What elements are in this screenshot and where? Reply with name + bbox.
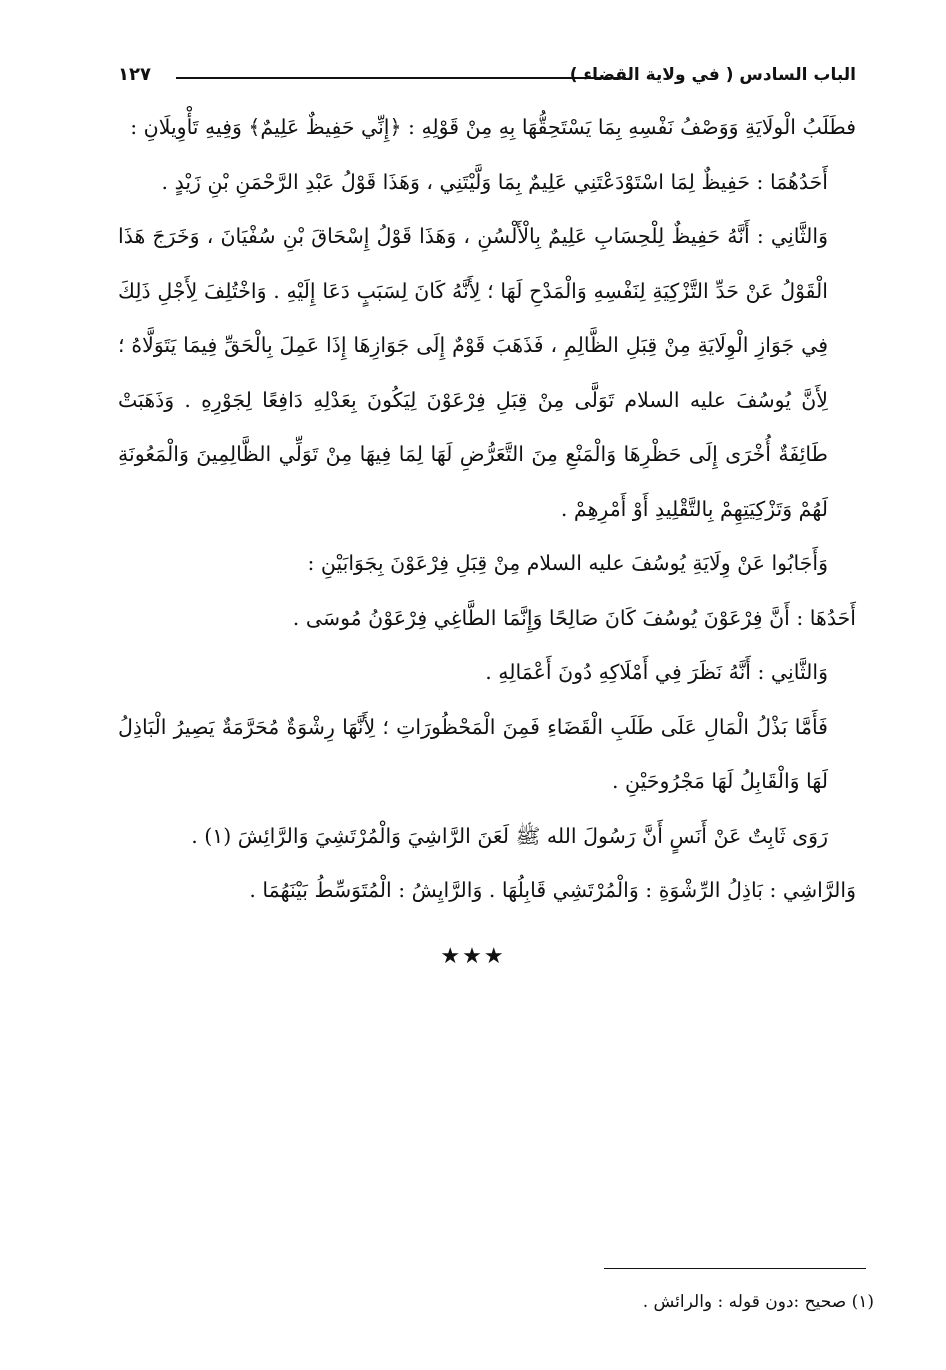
header-rule xyxy=(176,77,626,79)
running-header xyxy=(118,60,856,96)
paragraph: أَحَدُهُمَا : حَفِيظٌ لِمَا اسْتَوْدَعْتَنِي عَلِيمٌ بِمَا وَلَّيْتَنِي ، وَهَذَا قَوْلُ عَبْدِ الرَّحْمَنِ بْنِ زَيْدٍ . xyxy=(161,169,828,194)
paragraph: وَالثَّانِي : أَنَّهُ نَظَرَ فِي أَمْلَاكِهِ دُونَ أَعْمَالِهِ . xyxy=(485,660,828,684)
paragraph: وَالثَّانِي : أَنَّهُ حَفِيظٌ لِلْحِسَابِ عَلِيمٌ بِالْأَلْسُنِ ، وَهَذَا قَوْلُ إِسْحَاقَ بْنِ سُفْيَانَ ، وَخَرَجَ هَذَا الْقَوْلُ عَنْ حَدِّ التَّزْكِيَةِ لِنَفْسِهِ وَالْمَدْحِ لَهَا ؛ لِأَنَّهُ كَانَ لِسَبَبٍ دَعَا إِلَيْهِ . وَاخْتُلِفَ لِأَجْلِ ذَلِكَ فِي جَوَازِ الْوِلَايَةِ مِنْ قِبَلِ الظَّالِمِ ، فَذَهَبَ قَوْمٌ إِلَى جَوَازِهَا إِذَا عَمِلَ بِالْحَقِّ فِيمَا يَتَوَلَّاهُ ؛ لِأَنَّ يُوسُفَ عليه السلام تَوَلَّى مِنْ قِبَلِ فِرْعَوْنَ لِيَكُونَ بِعَدْلِهِ دَافِعًا لِجَوْرِهِ . وَذَهَبَتْ طَائِفَةٌ أُخْرَى إِلَى حَظْرِهَا وَالْمَنْعِ مِنَ التَّعَرُّضِ لَهَا لِمَا فِيهَا مِنْ تَوَلِّي الظَّالِمِينَ وَالْمَعُونَةِ لَهُمْ وَتَزْكِيَتِهِمْ بِالتَّقْلِيدِ أَوْ أَمْرِهِمْ . xyxy=(118,224,828,521)
footnote-rule xyxy=(604,1268,866,1269)
section-separator: ★★★ xyxy=(440,944,506,969)
paragraph: رَوَى ثَابِتٌ عَنْ أَنَسٍ أَنَّ رَسُولَ الله ﷺ لَعَنَ الرَّاشِيَ وَالْمُرْتَشِيَ وَالرَّائِشَ (١) . xyxy=(191,823,828,848)
paragraph: وَالرَّاشِي : بَاذِلُ الرِّشْوَةِ : وَالْمُرْتَشِي قَابِلُهَا . وَالرَّايِشُ : الْمُتَوَسِّطُ بَيْنَهُمَا . xyxy=(249,878,856,902)
paragraph: فَأَمَّا بَذْلُ الْمَالِ عَلَى طَلَبِ الْقَضَاءِ فَمِنَ الْمَحْظُورَاتِ ؛ لِأَنَّهَا رِشْوَةٌ مُحَرَّمَةٌ يَصِيرُ الْبَاذِلُ لَهَا وَالْقَابِلُ لَهَا مَجْرُوحَيْنِ . xyxy=(118,714,828,793)
footnote: (١) صحيح :دون قوله : والرائش . xyxy=(642,1292,874,1312)
paragraph: فطَلَبُ الْولَايَةِ وَوَصْفُ نَفْسِهِ بِمَا يَسْتَحِقُّهَا بِهِ مِنْ قَوْلِهِ : ﴿إِنِّي حَفِيظٌ عَلِيمٌ﴾ وَفِيهِ تَأْوِيلَانِ : xyxy=(130,115,856,139)
paragraph: وَأَجَابُوا عَنْ وِلَايَةِ يُوسُفَ عليه السلام مِنْ قِبَلِ فِرْعَوْنَ بِجَوَابَيْنِ : xyxy=(307,551,828,575)
paragraph: أَحَدُهَا : أَنَّ فِرْعَوْنَ يُوسُفَ كَانَ صَالِحًا وَإِنَّمَا الطَّاغِي فِرْعَوْنُ مُوسَى . xyxy=(292,605,856,630)
page-number: ١٢٧ xyxy=(118,64,151,85)
main-text xyxy=(118,100,856,918)
chapter-title: الباب السادس ( في ولاية القضاء ) xyxy=(569,65,856,85)
